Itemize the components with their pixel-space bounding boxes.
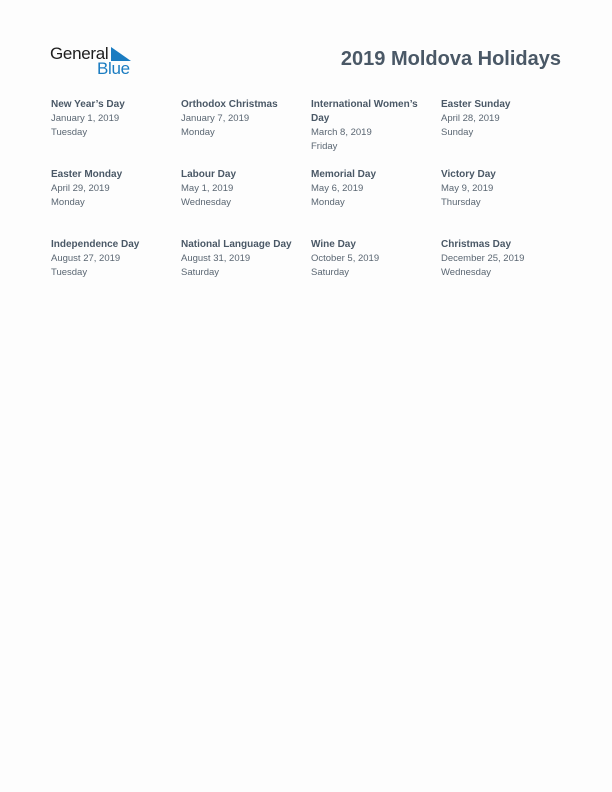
holiday-item [181, 238, 311, 308]
holiday-weekday: Friday [311, 141, 338, 152]
holiday-item [181, 98, 311, 168]
holiday-item [311, 238, 441, 308]
holiday-name: Christmas Day [441, 239, 512, 250]
holiday-name: Orthodox Christmas [181, 99, 278, 110]
holiday-weekday: Tuesday [51, 127, 88, 138]
holiday-item [311, 168, 441, 238]
holiday-name: Easter Monday [51, 169, 123, 180]
holiday-name: Memorial Day [311, 169, 377, 180]
holiday-weekday: Saturday [181, 267, 220, 278]
holiday-weekday: Tuesday [51, 267, 88, 278]
holiday-date: January 7, 2019 [181, 113, 250, 124]
holiday-date: May 9, 2019 [441, 183, 494, 194]
holiday-grid [51, 98, 571, 308]
holiday-date: May 6, 2019 [311, 183, 364, 194]
holiday-name: New Year’s Day [51, 99, 125, 110]
page-title: 2019 Moldova Holidays [340, 48, 561, 70]
holiday-name: National Language Day [181, 239, 292, 250]
holiday-item [181, 168, 311, 238]
holiday-item [51, 168, 181, 238]
holiday-weekday: Thursday [441, 197, 481, 208]
holiday-weekday: Saturday [311, 267, 350, 278]
holiday-name: Victory Day [441, 169, 496, 180]
generalblue-logo [50, 44, 136, 78]
holiday-name: Labour Day [181, 169, 237, 180]
holiday-name: Wine Day [311, 239, 356, 250]
holiday-name: Easter Sunday [441, 99, 511, 110]
holiday-item [441, 98, 571, 168]
holiday-weekday: Wednesday [181, 197, 231, 208]
holiday-date: March 8, 2019 [311, 127, 372, 138]
logo-text-general: General [50, 44, 109, 63]
holiday-date: April 29, 2019 [51, 183, 110, 194]
holiday-date: January 1, 2019 [51, 113, 120, 124]
holiday-date: May 1, 2019 [181, 183, 234, 194]
holiday-date: April 28, 2019 [441, 113, 500, 124]
holiday-weekday: Sunday [441, 127, 474, 138]
holiday-weekday: Wednesday [441, 267, 491, 278]
holiday-item [51, 98, 181, 168]
holiday-date: October 5, 2019 [311, 253, 380, 264]
holiday-weekday: Monday [181, 127, 215, 138]
holiday-name: International Women’s Day [311, 99, 418, 124]
holiday-date: August 31, 2019 [181, 253, 251, 264]
holiday-item [51, 238, 181, 308]
holiday-date: December 25, 2019 [441, 253, 525, 264]
holiday-date: August 27, 2019 [51, 253, 121, 264]
holiday-name: Independence Day [51, 239, 140, 250]
logo-text-blue: Blue [97, 59, 130, 78]
holiday-item [311, 98, 441, 168]
holiday-weekday: Monday [51, 197, 85, 208]
holiday-weekday: Monday [311, 197, 345, 208]
holiday-item [441, 168, 571, 238]
holiday-item [441, 238, 571, 308]
